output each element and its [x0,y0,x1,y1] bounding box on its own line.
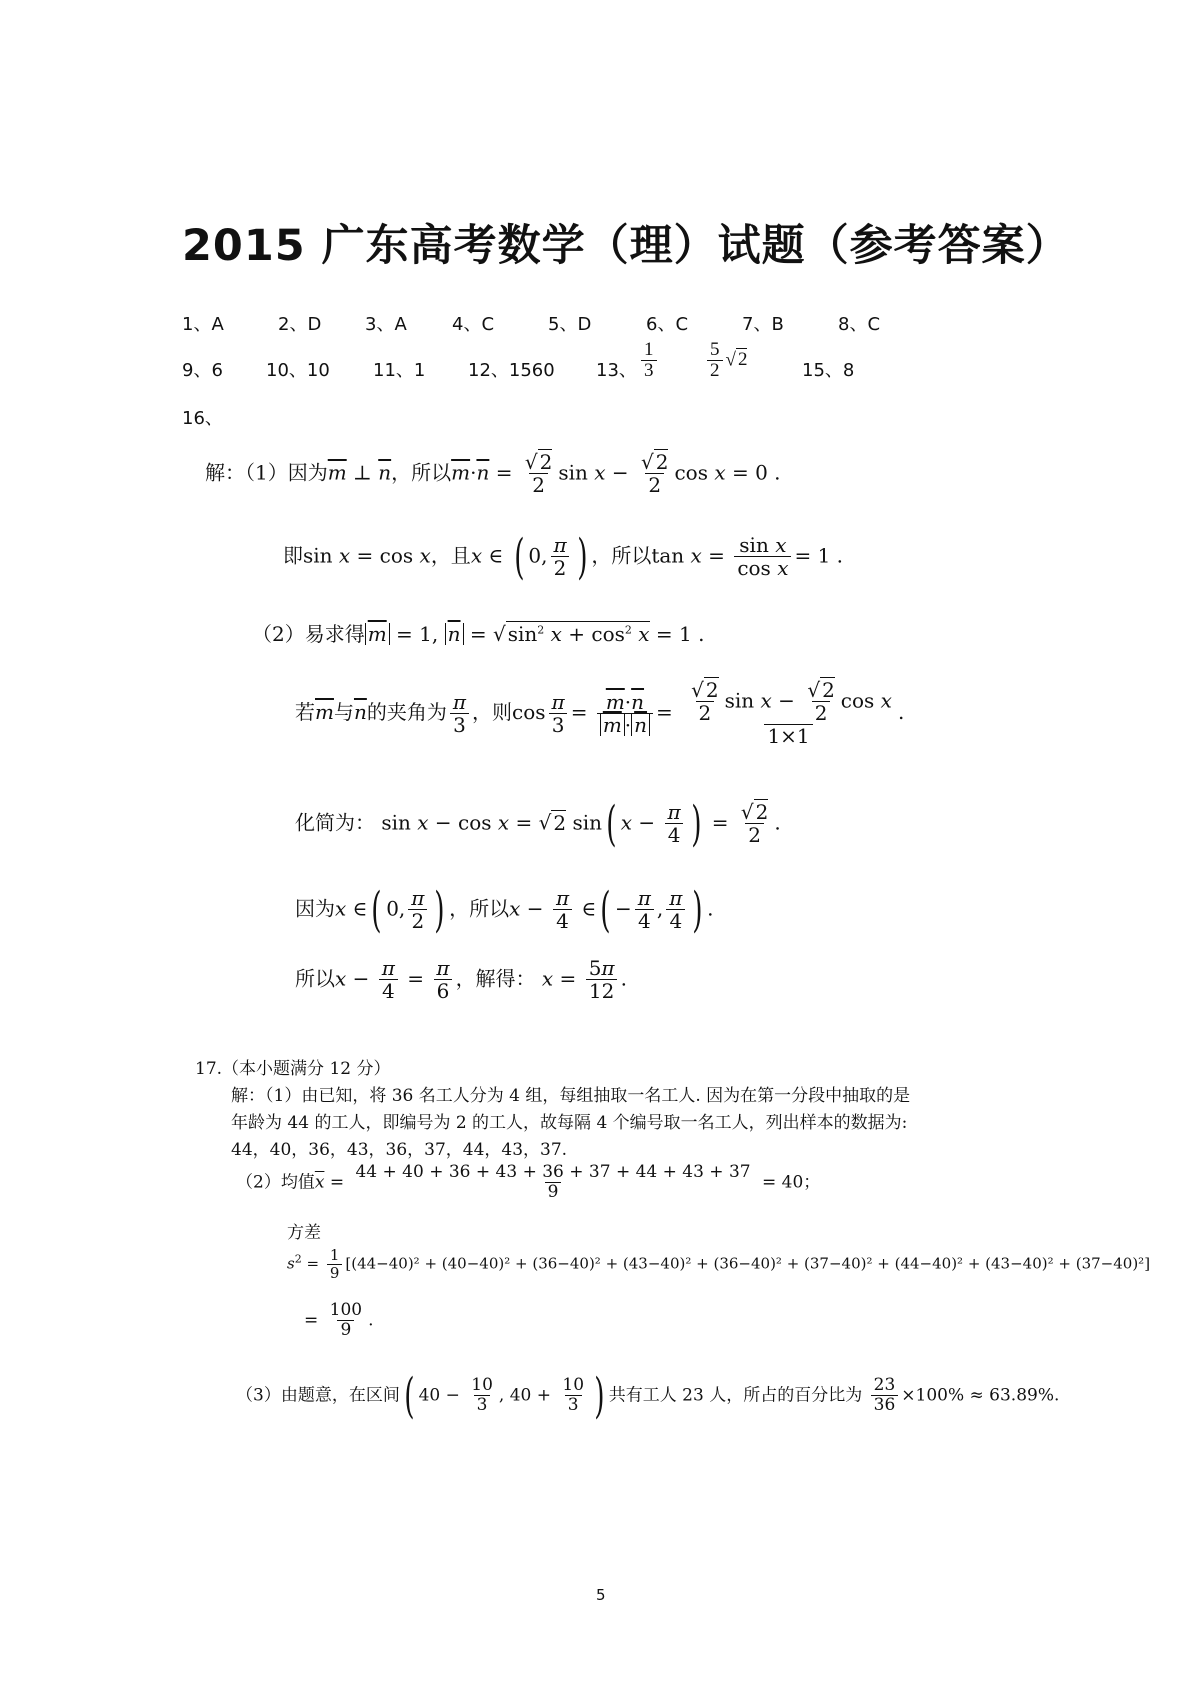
answer-item: 12、1560 [468,360,555,381]
q16-line-3: （2）易求得 $\overline{m} = 1$, $\overline{n}$ = √ $\sin^2 x + \cos^2 x = 1$ . [252,622,705,646]
q16-line-1: 解：（1）因为$\overline{m}$ ⊥ $\overline{n}$，所以$\overline{m}\cdot\overline{n}$ = $\frac{√ 2}{2}$ sin x − $\frac{√ 2}{2}$ cos x = 0 . [205,450,781,497]
q16-line-4: 若$\overline{m}$与$\overline{n}$的夹角为 $\frac{\pi}{3}$ ，则cos $\frac{\pi}{3}$ = $\frac{\overline{m}\cdot\overline{n}}{\overline{m} \cdot \overline{n}}$ = $\frac{√ 2}{2}$ sin x − $\frac{√ 2}{2}$ cos x 1×1 . [295,678,905,748]
question-17-header: 17.（本小题满分 12 分） [195,1059,391,1079]
answer-item: 1、A [182,314,224,335]
question-16-label: 16、 [182,408,223,429]
answer-item: 7、B [742,314,784,335]
answer-item: 10、10 [266,360,330,381]
answer-item: 8、C [838,314,881,335]
answer-item: 6、C [646,314,689,335]
q17-variance-expression: $s^2$ = $\frac{1}{9}$ [(44−40)² + (40−40)² + (36−40)² + (43−40)² + (36−40)² + (37−40)² + (44−40)² + (43−40)² + (37−40)²] [287,1246,1151,1282]
answer-item: 5、D [548,314,592,335]
q17-part2-mean: （2）均值$\overline{x}$ = $\frac{44 + 40 + 36 + 43 + 36 + 37 + 44 + 43 + 37}{9}$ = 40； [236,1162,821,1202]
q17-part3: （3）由题意，在区间( 40 − $\frac{10}{3}$ , 40 + $\frac{10}{3}$ ) 共有工人 23 人，所占的百分比为 $\frac{23}{36}$ ×100% ≈ 63.89%. [236,1368,1060,1424]
q17-part1-line-2: 年龄为 44 的工人，即编号为 2 的工人，故每隔 4 个编号取一名工人，列出样本的数据为: [231,1113,908,1133]
page-title: 2015 广东高考数学（理）试题（参考答案） [182,221,1070,271]
answer-item: 4、C [452,314,495,335]
q17-part1-line-1: 解：（1）由已知，将 36 名工人分为 4 组，每组抽取一名工人. 因为在第一分段中抽取的是 [231,1086,911,1106]
answer-13-fraction: $\frac{1}{3}$ [638,340,660,382]
answer-item: 13、 [596,360,637,381]
answer-item: 9、6 [182,360,223,381]
answer-item: 3、A [365,314,407,335]
q17-part1-line-3: 44，40，36，43，36，37，44，43，37. [231,1140,568,1160]
q16-line-6: 因为x ∈( 0, $\frac{\pi}{2}$ ) ，所以x − $\frac{\pi}{4}$ ∈( − $\frac{\pi}{4}$ , $\frac{\pi}{4}$ ) . [295,882,714,938]
answer-14-value: $\frac{5}{2}$ √ 2 [704,340,747,382]
q16-line-5: 化简为： sin x − cos x = √ 2 sin( x − $\frac{\pi}{4}$ ) = $\frac{√ 2}{2}$ . [295,796,781,852]
q16-line-2: 即sin x = cos x，且x ∈ ( 0, $\frac{\pi}{2}$ ) ，所以tan x = $\frac{\text{sin x}}{\text{cos x}}$ = 1 . [283,529,844,585]
answer-item: 11、1 [373,360,426,381]
q16-line-7: 所以x − $\frac{\pi}{4}$ = $\frac{\pi}{6}$ ，解得： x = $\frac{5\pi}{12}$ . [295,956,627,1003]
q17-variance-result: = $\frac{100}{9}$ . [304,1300,374,1340]
answer-item: 15、8 [802,360,855,381]
answer-item: 2、D [278,314,322,335]
page-number: 5 [596,1586,606,1604]
q17-variance-label: 方差 [287,1223,321,1243]
